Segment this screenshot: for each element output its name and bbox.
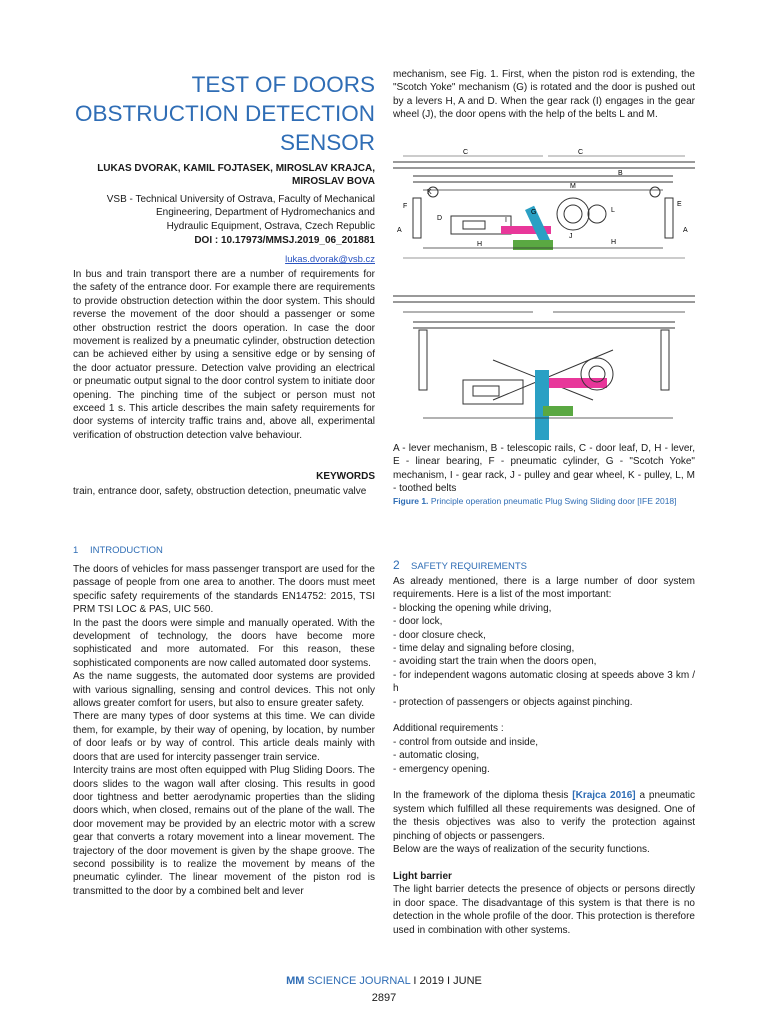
fig1-label-l: L [611,207,615,214]
fig1-label-h-right: H [611,239,617,246]
thesis-text-cont: a pneumatic system which fulfilled all these requirements was designed. One of the thesis objectives was also to verify the protection against pinching of objects or passengers. [393,790,696,842]
figure-1-caption [393,495,695,507]
additional-requirements-label: Additional requirements : [393,723,504,735]
section-1-heading [73,545,163,556]
fig1-label-f: F [403,203,408,210]
thesis-text: In the framework of the diploma thesis [393,790,569,802]
doi: DOI : 10.17973/MMSJ.2019_06_201881 [194,235,375,246]
article-title [73,70,375,157]
list-item: - for independent wagons automatic closing at speeds above 3 km / h [393,669,695,695]
figure-1-caption-label: Figure 1. [393,496,429,506]
affiliation [73,193,375,233]
fig1-label-m: M [570,183,576,190]
journal-issue: I 2019 I JUNE [413,975,482,987]
list-item: - avoiding start the train when the doors open, [393,656,597,668]
mechanism-paragraph: mechanism, see Fig. 1. First, when the piston rod is extending, the "Scotch Yoke" mechanism (G) is rotated and the door is pushed out by a levers H, A and D. When the gear rack (I) engages in the gear wheel (J), the door opens with the help of the belts L and M. [393,69,695,121]
author-email-link[interactable]: lukas.dvorak@vsb.cz [285,254,375,265]
list-item: - door closure check, [393,629,486,641]
fig1-label-b: B [618,170,623,177]
list-item: - emergency opening. [393,763,490,775]
affiliation-line-3: Hydraulic Equipment, Ostrava, Czech Republic [166,220,375,232]
section-1-number: 1 [73,545,79,556]
section-1-title: INTRODUCTION [90,545,163,556]
fig1-label-h-left: H [477,241,483,248]
keywords: train, entrance door, safety, obstruction detection, pneumatic valve [73,486,367,497]
abstract: In bus and train transport there are a number of requirements for the safety of the entrance door. For example there are requirements to provide obstruction detection within the door system. This should reverse the movement of the door should a passenger or some other obstruction restrict the doors operation. In case the door movement is realized by a pneumatic cylinder, obstruction detection can be achieved either by using a sensitive edge or by sensing of the door actuator pressure. Detection valve providing an electrical or pneumatic output signal to the door control system to initiate door opening. The pinching time of the subject or person must not exceed 1 s. This article describes the main safety requirements for door systems of intercity traffic trains and, above all, experimental verification of obstruction detection valve behaviour. [73,269,375,441]
list-item: - protection of passengers or objects against pinching. [393,696,633,708]
page-number: 2897 [371,992,397,1004]
list-item: - time delay and signaling before closing, [393,643,575,655]
section-2-heading [393,558,527,572]
figure-1-closed-door-diagram [393,148,695,268]
fig1-label-c-left: C [463,149,469,156]
figure-1-caption-text: Principle operation pneumatic Plug Swing Sliding door [IFE 2018] [430,496,677,506]
list-item: - automatic closing, [393,750,480,762]
title-line-2: OBSTRUCTION DETECTION [74,101,375,126]
fig1-label-c-right: C [578,149,584,156]
authors-line-1: LUKAS DVORAK, KAMIL FOJTASEK, MIROSLAV KRAJCA, [97,163,375,174]
spacer [393,857,695,870]
affiliation-line-1: VSB - Technical University of Ostrava, Faculty of Mechanical [106,194,375,205]
safety-intro: As already mentioned, there is a large number of door system requirements. Here is a list of the most important: [393,576,695,601]
spacer [393,776,695,789]
fig1-label-g: G [531,209,537,216]
security-functions-sentence: Below are the ways of realization of the security functions. [393,844,650,856]
authors-line-2: MIROSLAV BOVA [292,176,375,188]
section-2-title: SAFETY REQUIREMENTS [411,561,527,572]
figure-legend: A - lever mechanism, B - telescopic rails, C - door leaf, D, H - lever, E - linear bearing, F - pneumatic cylinder, G - "Scotch Yoke" mechanism, I - gear rack, J - pulley and gear wheel, K - pulley, L, M - toothed belts [393,443,695,495]
journal-footer [0,975,768,987]
intro-paragraph: As the name suggests, the automated door systems are provided with various signalling, sensing and control devices. This not only allows greater comfort for users, but also to ensure greater safety. [73,671,375,710]
fig1-label-e: E [677,201,682,208]
intro-paragraph: There are many types of door systems at this time. We can divide them, for example, by their way of opening, by location, by number of door leafs or by way of control. This article deals mainly with doors that are used for intercity passenger train service. [73,711,375,763]
intro-paragraph: Intercity trains are most often equipped with Plug Sliding Doors. The doors slides to the wagon wall after closing. This results in good door tightness and better aerodynamic properties than the sliding doors which, when closed, remains out of the plane of the wall. The door movement may be provided by an electric motor with a screw gear that converts a rotary movement into a linear movement. The trajectory of the door movement is given by the shape groove. The second possibility is to realize the movement by means of the pneumatic cylinder. The linear movement of the piston rod is transmitted to the door by a combined belt and lever [73,765,375,897]
citation-krajca-2016[interactable]: [Krajca 2016] [572,790,636,802]
intro-paragraph: In the past the doors were simple and manually operated. With the development of technology, the doors have become more sophisticated and more automated. For this reason, these sophisticated components are now called automated door systems. [73,617,375,669]
fig1-label-i: I [505,217,507,224]
diploma-thesis-paragraph [393,789,695,843]
list-item: - blocking the opening while driving, [393,602,552,614]
journal-name: SCIENCE JOURNAL [307,975,411,987]
fig1-label-a-left: A [397,227,402,234]
list-item: - control from outside and inside, [393,736,539,748]
safety-requirements-body [393,575,695,937]
keywords-label: KEYWORDS [316,471,375,482]
fig1-label-a-right: A [683,227,688,234]
title-line-1: TEST OF DOORS [191,72,375,97]
light-barrier-paragraph: The light barrier detects the presence of objects or persons directly in door space. The disadvantage of this system is that there is no detection in the whole profile of the door. This protection is therefore used in combination with other systems. [393,884,695,936]
light-barrier-heading: Light barrier [393,870,452,882]
introduction-body [73,563,375,898]
section-2-number: 2 [393,558,400,572]
affiliation-line-2: Engineering, Department of Hydromechanics and [155,207,375,219]
intro-paragraph: The doors of vehicles for mass passenger transport are used for the passage of people from one area to another. The doors must meet specific safety requirements of the standards EN14752: 2015, TSI PRM TSI LOC & PAS, UIC 560. [73,564,375,616]
list-item: - door lock, [393,616,443,628]
author-list [73,162,375,189]
title-line-3: SENSOR [279,130,375,155]
fig1-label-d: D [437,215,443,222]
figure-1-open-door-diagram [393,290,695,440]
spacer [393,709,695,722]
fig1-label-j: J [569,233,573,240]
fig1-label-k: K [427,189,432,196]
journal-mm: MM [286,975,305,987]
